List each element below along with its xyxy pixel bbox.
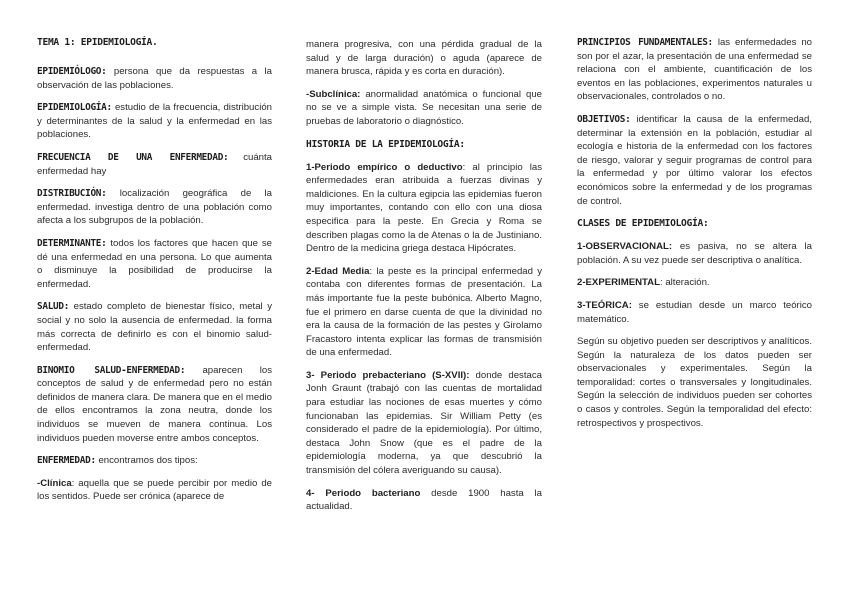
clinica-continuation: manera progresiva, con una pérdida gradual de la salud y de larga duración) o aguda (aparece de manera brusca, rápida y es corta en duración). xyxy=(306,39,542,78)
definition: estudio de la frecuencia, distribución y determinantes de la salud y la enfermedad en las poblaciones. xyxy=(37,102,272,141)
term: SALUD: xyxy=(37,301,70,313)
term: ENFERMEDAD: xyxy=(37,455,96,467)
definition: las enfermedades no son por el azar, la presentación de una enfermedad se relaciona con el ambiente, cuantificación de los eventos en las poblaciones, experimentos naturales u observacionales, controlados o no. xyxy=(577,37,812,103)
definition: persona que da respuestas a la observación de las poblaciones. xyxy=(37,66,272,91)
term: 2-Edad Media xyxy=(306,265,370,277)
definition: todos los factores que hacen que se dé una enfermedad en una persona. Lo que aumenta o disminuye la posibilidad de producirse la enfermedad. xyxy=(37,237,272,290)
term: BINOMIO SALUD-ENFERMEDAD: xyxy=(37,364,186,376)
def-determinante xyxy=(37,237,272,291)
term: 3- Periodo prebacteriano (S-XVII): xyxy=(306,369,470,381)
term: PRINCIPIOS FUNDAMENTALES: xyxy=(577,37,713,48)
term: 3-TEÓRICA: xyxy=(577,299,632,311)
definition: se estudian desde un marco teórico matemático. xyxy=(577,299,812,325)
term: EPIDEMIOLOGÍA: xyxy=(37,102,112,114)
term: 1-OBSERVACIONAL: xyxy=(577,241,673,253)
term: EPIDEMIÓLOGO: xyxy=(37,66,107,77)
definition: encontramos dos tipos: xyxy=(95,455,198,467)
definition: : al principio las enfermedades eran atribuida a fuerzas divinas y maldiciones. En la cultura egipcia las epidemias fueron muy importantes, contando con ello con una diosa especifica para la peste. En Grecia y Roma se describen plagas como la de Atenas o la de Justiniano. Dentro de la medicina griega destaca Hipócrates. xyxy=(306,161,542,255)
period-1 xyxy=(306,161,542,256)
def-clinica xyxy=(37,477,272,504)
term: DETERMINANTE: xyxy=(37,237,107,249)
term: -Clínica xyxy=(37,477,72,489)
term: -Subclínica: xyxy=(306,88,361,100)
period-4 xyxy=(306,487,542,514)
definition: anormalidad anatómica o funcional que no se ve a simple vista. Se necesitan una serie de pruebas de laboratorio o diagnóstico. xyxy=(306,88,542,127)
period-3 xyxy=(306,369,542,478)
definition: cuánta enfermedad hay xyxy=(37,151,272,177)
section-heading-historia: HISTORIA DE LA EPIDEMIOLOGÍA: xyxy=(306,138,465,150)
definition: aparecen los conceptos de salud y de enfermedad pero no están definidos de manera clara. De manera que en el medio de ellos encontramos la zona neutra, donde los individuos se mueven de manera continua. Los individuos pueden moverse entre ambos conceptos. xyxy=(37,364,272,444)
def-principios xyxy=(577,36,812,104)
period-2 xyxy=(306,265,542,360)
def-distribucion xyxy=(37,187,272,228)
class-teorica xyxy=(577,299,812,326)
class-experimental xyxy=(577,276,812,290)
term: 2-EXPERIMENTAL xyxy=(577,277,660,289)
term: OBJETIVOS: xyxy=(577,113,631,125)
page-title: TEMA 1: EPIDEMIOLOGÍA. xyxy=(37,37,158,48)
column-3 xyxy=(577,36,812,439)
def-epidemiologia xyxy=(37,101,272,142)
def-binomio xyxy=(37,364,272,446)
def-subclinica xyxy=(306,88,542,129)
section-heading-clases: CLASES DE EPIDEMIOLOGÍA: xyxy=(577,218,709,230)
def-enfermedad xyxy=(37,454,272,468)
term: 4- Periodo bacteriano xyxy=(306,487,421,499)
definition: desde 1900 hasta la actualidad. xyxy=(306,487,542,513)
classification-summary: Según su objetivo pueden ser descriptivos y analíticos. Según la naturaleza de los datos pueden ser observacionales y experimentales. Según la temporalidad: cortes o transversales y longitudinales. Según la selección de individuos pueden ser cohortes o casos y controles. Según la temporalidad del efecto: retrospectivos y prospectivos. xyxy=(577,336,812,429)
def-epidemiologo xyxy=(37,65,272,92)
column-2 xyxy=(306,38,542,523)
definition: : la peste es la principal enfermedad y contaba con diferentes formas de presentación. La más importante fue la peste bubónica. Alberto Magno, fue el primero en darse cuenta de que la divinidad no era la causa de la formación de las pestes y Girolamo Fracastoro intenta explicar las formas de transmisión de una enfermedad. xyxy=(306,265,542,359)
def-frecuencia xyxy=(37,151,272,178)
column-1 xyxy=(37,36,272,513)
def-objetivos xyxy=(577,113,812,208)
definition: donde destaca Jonh Graunt (trabajó con las cuentas de mortalidad para estudiar las nociones de esas muertes y cómo funcionaban las epidemias. Sir William Petty (es considerado el padre de la epidemiología). Por último, destaca John Snow (que es el padre de la epidemiología moderna, ya que descubrió la transmisión del cólera averiguando su causa). xyxy=(306,369,542,477)
term: 1-Periodo empírico o deductivo xyxy=(306,161,463,173)
definition: : alteración. xyxy=(659,277,710,289)
definition: localización geográfica de la enfermedad. investiga dentro de una población como afecta a los subgrupos de la población. xyxy=(37,188,272,227)
definition: : aquella que se puede percibir por medio de los sentidos. Puede ser crónica (aparece de xyxy=(37,477,272,503)
class-observacional xyxy=(577,240,812,267)
definition: estado completo de bienestar físico, metal y social y no solo la ausencia de enfermedad. la forma más correcta de definirlo es con el binomio salud-enfermedad. xyxy=(37,301,272,354)
def-salud xyxy=(37,300,272,354)
definition: es pasiva, no se altera la población. A su vez puede ser descriptiva o analítica. xyxy=(577,241,812,266)
definition: identificar la causa de la enfermedad, determinar la extensión en la población, estudiar al ecología e historia de la enfermedad con los factores de riesgo, valorar y seguir programas de control para la enfermedad y por último valorar los efectos económicos sobre la enfermedad y de los programas de control. xyxy=(577,113,812,207)
term: FRECUENCIA DE UNA ENFERMEDAD: xyxy=(37,151,229,163)
term: DISTRIBUCIÓN: xyxy=(37,188,107,200)
